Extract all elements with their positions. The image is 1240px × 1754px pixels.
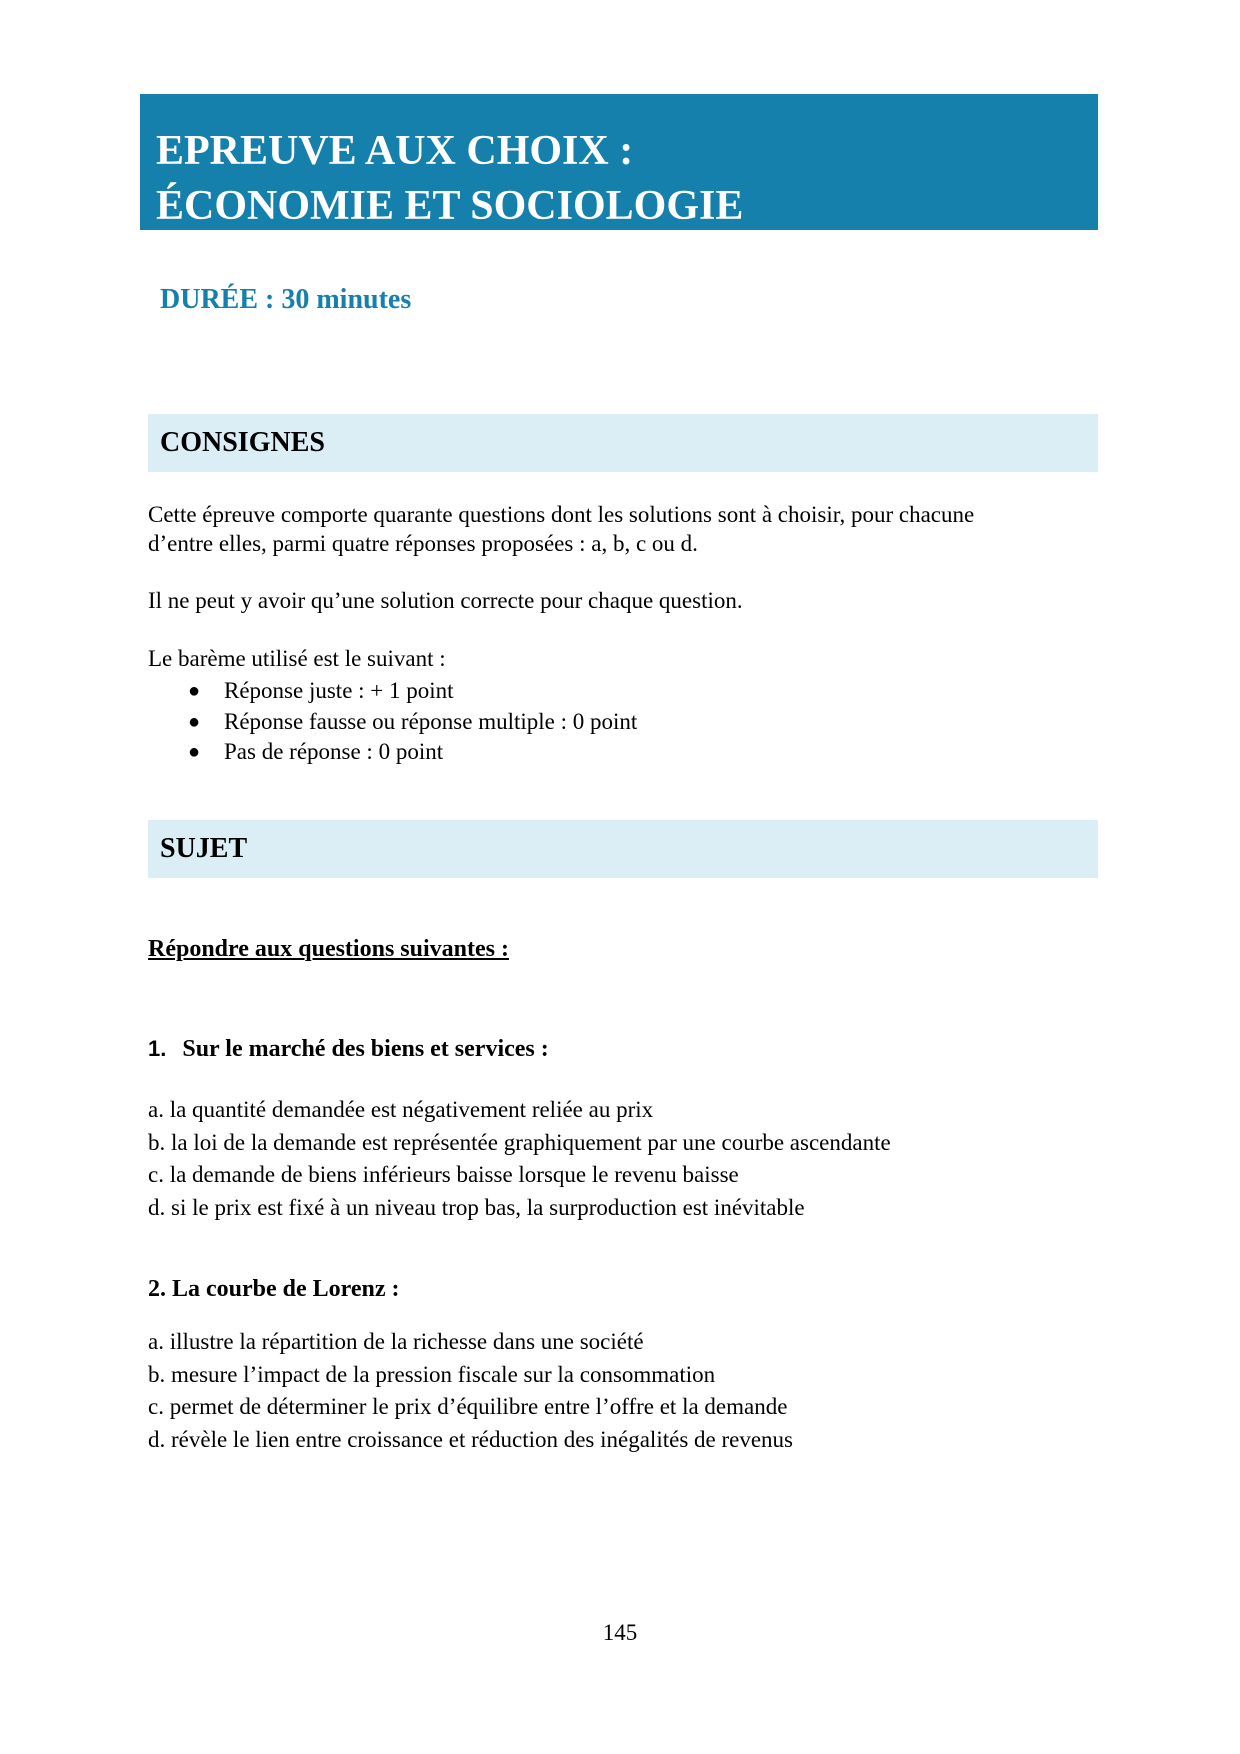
- bareme-item-text: Réponse fausse ou réponse multiple : 0 point: [224, 708, 638, 734]
- question-1-number: 1.: [148, 1036, 167, 1061]
- duration-label: DURÉE : 30 minutes: [160, 284, 412, 315]
- answer-option: d. révèle le lien entre croissance et réduction des inégalités de revenus: [148, 1426, 793, 1452]
- sujet-instruction: Répondre aux questions suivantes :: [148, 936, 509, 962]
- consignes-paragraph-1-line-1: Cette épreuve comporte quarante questions dont les solutions sont à choisir, pour chacune: [148, 502, 975, 527]
- consignes-heading: CONSIGNES: [148, 414, 1098, 472]
- bareme-list: [148, 676, 637, 768]
- question-1-text: Sur le marché des biens et services :: [182, 1036, 549, 1062]
- answer-option: b. la loi de la demande est représentée graphiquement par une courbe ascendante: [148, 1129, 891, 1155]
- answer-option: c. la demande de biens inférieurs baisse lorsque le revenu baisse: [148, 1162, 739, 1187]
- title-line-2: ÉCONOMIE ET SOCIOLOGIE: [156, 183, 744, 229]
- bareme-item: [148, 676, 637, 707]
- page-number: 145: [602, 1620, 638, 1645]
- bareme-item: [148, 707, 637, 738]
- question-2-answers: [148, 1326, 793, 1456]
- question-2-text: La courbe de Lorenz :: [172, 1276, 400, 1302]
- question-1-title: [148, 1036, 549, 1063]
- consignes-paragraph-2: Il ne peut y avoir qu’une solution correcte pour chaque question.: [148, 588, 743, 613]
- bareme-item-text: Réponse juste : + 1 point: [224, 678, 454, 703]
- title-banner: [140, 94, 1098, 230]
- bareme-item: [148, 737, 637, 768]
- question-2-title: [148, 1276, 400, 1303]
- answer-option: a. la quantité demandée est négativement reliée au prix: [148, 1097, 654, 1122]
- title-line-1: EPREUVE AUX CHOIX :: [156, 128, 634, 174]
- question-1-answers: [148, 1094, 891, 1224]
- bullet-icon: ●: [188, 710, 201, 733]
- answer-option: d. si le prix est fixé à un niveau trop bas, la surproduction est inévitable: [148, 1194, 805, 1220]
- answer-option: c. permet de déterminer le prix d’équilibre entre l’offre et la demande: [148, 1394, 788, 1419]
- bullet-icon: ●: [188, 680, 201, 702]
- bareme-intro: Le barème utilisé est le suivant :: [148, 646, 446, 671]
- bareme-item-text: Pas de réponse : 0 point: [224, 739, 444, 764]
- answer-option: b. mesure l’impact de la pression fiscale sur la consommation: [148, 1361, 716, 1387]
- answer-option: a. illustre la répartition de la richesse dans une société: [148, 1329, 644, 1354]
- bullet-icon: ●: [188, 741, 201, 763]
- sujet-heading: SUJET: [148, 820, 1098, 878]
- consignes-paragraph-1-line-2: d’entre elles, parmi quatre réponses proposées : a, b, c ou d.: [148, 531, 698, 556]
- question-2-number: 2.: [148, 1276, 166, 1302]
